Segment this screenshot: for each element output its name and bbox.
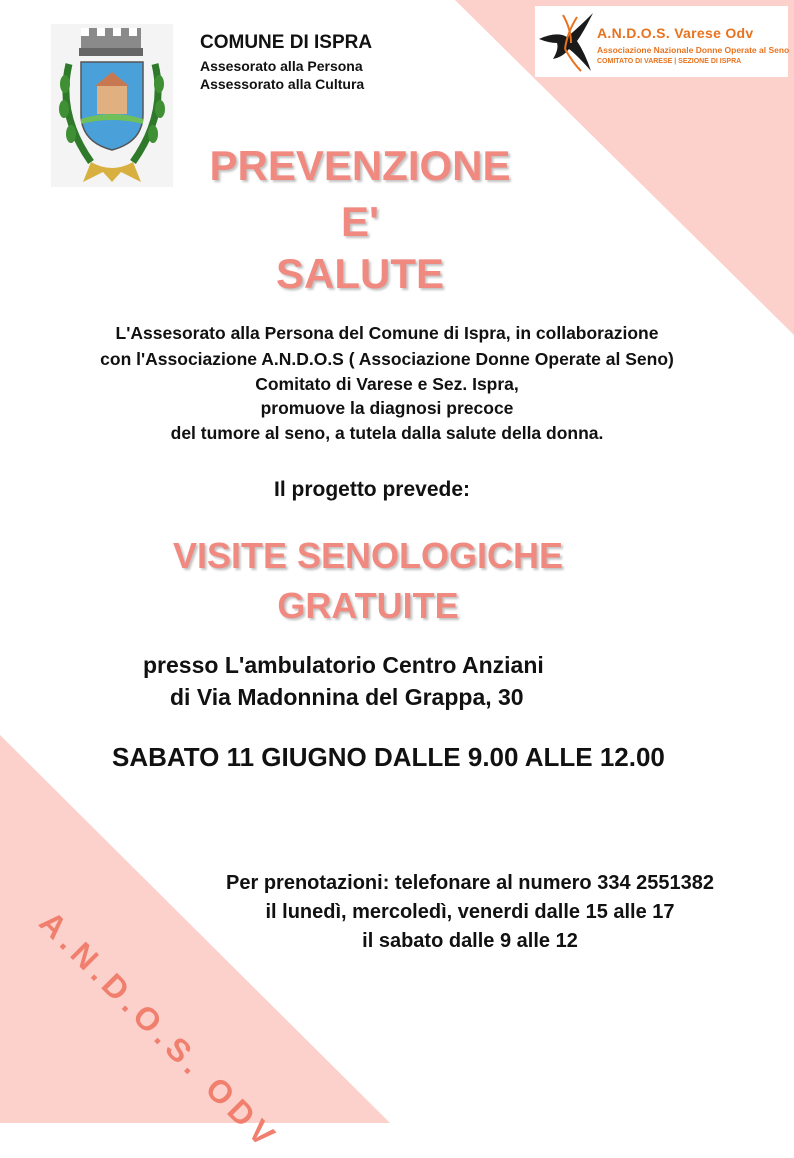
booking-weekday-hours: il lunedì, mercoledì, venerdi dalle 15 alle 17	[265, 901, 675, 923]
intro-line: promuove la diagnosi precoce	[260, 398, 514, 418]
title-line-1: PREVENZIONE	[209, 142, 511, 189]
title-line-2: E'	[340, 198, 379, 245]
intro-line: del tumore al seno, a tutela dalla salute della donna.	[170, 423, 604, 443]
location-line-2: di Via Madonnina del Grappa, 30	[170, 684, 524, 710]
andos-logo-subtitle: COMITATO DI VARESE | SEZIONE DI ISPRA	[597, 58, 742, 65]
booking-saturday-hours: il sabato dalle 9 alle 12	[362, 930, 578, 952]
office-name-cultura: Assessorato alla Cultura	[200, 76, 365, 92]
andos-logo-name: A.N.D.O.S. Varese Odv	[597, 25, 754, 41]
event-date-time: SABATO 11 GIUGNO DALLE 9.00 ALLE 12.00	[112, 742, 671, 773]
coat-of-arms-icon	[51, 24, 173, 187]
intro-line: con l'Associazione A.N.D.O.S ( Associazione Donne Operate al Seno)	[100, 349, 674, 369]
coat-of-arms	[51, 24, 173, 187]
swallow-logo-icon	[537, 9, 595, 75]
andos-logo-fullname: Associazione Nazionale Donne Operate al Seno	[597, 45, 790, 55]
title-line-3: SALUTE	[276, 250, 444, 297]
location-line-1: presso L'ambulatorio Centro Anziani	[143, 652, 544, 678]
booking-phone-line: Per prenotazioni: telefonare al numero 334 2551382	[226, 872, 714, 894]
office-name-persona: Assesorato alla Persona	[200, 58, 363, 74]
project-heading: Il progetto prevede:	[273, 478, 471, 501]
visit-title-line-1: VISITE SENOLOGICHE	[172, 535, 564, 576]
intro-line: Comitato di Varese e Sez. Ispra,	[255, 374, 519, 394]
visit-title-line-2: GRATUITE	[277, 585, 459, 626]
watermark	[58, 904, 68, 914]
intro-line: L'Assesorato alla Persona del Comune di Ispra, in collaborazione	[115, 323, 659, 343]
municipality-name: COMUNE DI ISPRA	[200, 32, 373, 53]
andos-logo	[535, 6, 788, 77]
